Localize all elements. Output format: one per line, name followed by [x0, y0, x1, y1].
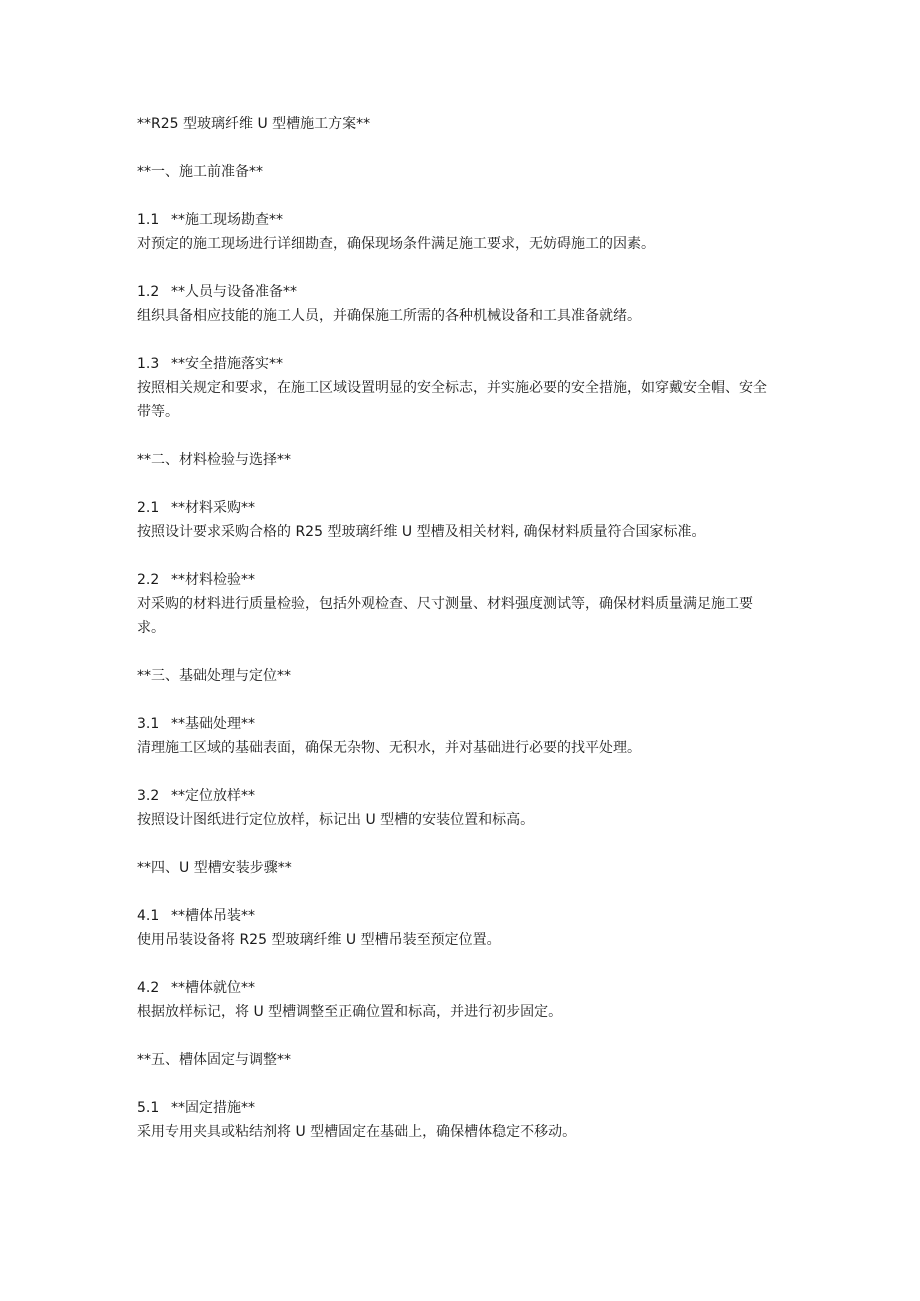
- section-heading: **一、施工前准备**: [137, 164, 263, 180]
- paragraph: 对预定的施工现场进行详细勘查，确保现场条件满足施工要求，无妨碍施工的因素。: [137, 236, 655, 252]
- subsection-number: 4.1: [137, 908, 160, 924]
- subsection-heading: [137, 568, 777, 592]
- document-content: [137, 112, 777, 1168]
- subsection-heading: [137, 784, 777, 808]
- subsection-number: 4.2: [137, 980, 160, 996]
- subsection-title: **槽体就位**: [171, 980, 255, 996]
- subsection-title: **施工现场勘查**: [171, 212, 283, 228]
- subsection-heading: [137, 712, 777, 736]
- subsection-heading: [137, 352, 777, 376]
- subsection-heading: [137, 976, 777, 1000]
- subsection-heading: [137, 208, 777, 232]
- section-heading: **五、槽体固定与调整**: [137, 1052, 291, 1068]
- subsection-title: **安全措施落实**: [171, 356, 283, 372]
- paragraph: 根据放样标记，将 U 型槽调整至正确位置和标高，并进行初步固定。: [137, 1004, 563, 1020]
- section-heading: **三、基础处理与定位**: [137, 668, 291, 684]
- subsection-number: 1.2: [137, 284, 160, 300]
- subsection-number: 1.3: [137, 356, 160, 372]
- subsection-title: **基础处理**: [171, 716, 255, 732]
- paragraph: 采用专用夹具或粘结剂将 U 型槽固定在基础上，确保槽体稳定不移动。: [137, 1124, 577, 1140]
- document-title: **R25 型玻璃纤维 U 型槽施工方案**: [137, 116, 371, 132]
- subsection-heading: [137, 496, 777, 520]
- paragraph: 按照设计图纸进行定位放样，标记出 U 型槽的安装位置和标高。: [137, 812, 535, 828]
- section-heading: **四、U 型槽安装步骤**: [137, 860, 292, 876]
- paragraph: 对采购的材料进行质量检验，包括外观检查、尺寸测量、材料强度测试等，确保材料质量满足施工要求。: [137, 596, 753, 636]
- subsection-number: 1.1: [137, 212, 160, 228]
- subsection-title: **人员与设备准备**: [171, 284, 297, 300]
- subsection-number: 2.2: [137, 572, 160, 588]
- subsection-heading: [137, 1096, 777, 1120]
- subsection-title: **槽体吊装**: [171, 908, 255, 924]
- subsection-heading: [137, 280, 777, 304]
- paragraph: 按照设计要求采购合格的 R25 型玻璃纤维 U 型槽及相关材料, 确保材料质量符合国家标准。: [137, 524, 706, 540]
- subsection-number: 5.1: [137, 1100, 160, 1116]
- paragraph: 组织具备相应技能的施工人员，并确保施工所需的各种机械设备和工具准备就绪。: [137, 308, 641, 324]
- subsection-title: **材料采购**: [171, 500, 255, 516]
- paragraph: 清理施工区域的基础表面，确保无杂物、无积水，并对基础进行必要的找平处理。: [137, 740, 641, 756]
- subsection-number: 3.2: [137, 788, 160, 804]
- subsection-title: **固定措施**: [171, 1100, 255, 1116]
- subsection-title: **材料检验**: [171, 572, 255, 588]
- subsection-number: 2.1: [137, 500, 160, 516]
- subsection-title: **定位放样**: [171, 788, 255, 804]
- section-heading: **二、材料检验与选择**: [137, 452, 291, 468]
- paragraph: 使用吊装设备将 R25 型玻璃纤维 U 型槽吊装至预定位置。: [137, 932, 501, 948]
- subsection-heading: [137, 904, 777, 928]
- subsection-number: 3.1: [137, 716, 160, 732]
- paragraph: 按照相关规定和要求，在施工区域设置明显的安全标志，并实施必要的安全措施，如穿戴安全帽、安全带等。: [137, 380, 767, 420]
